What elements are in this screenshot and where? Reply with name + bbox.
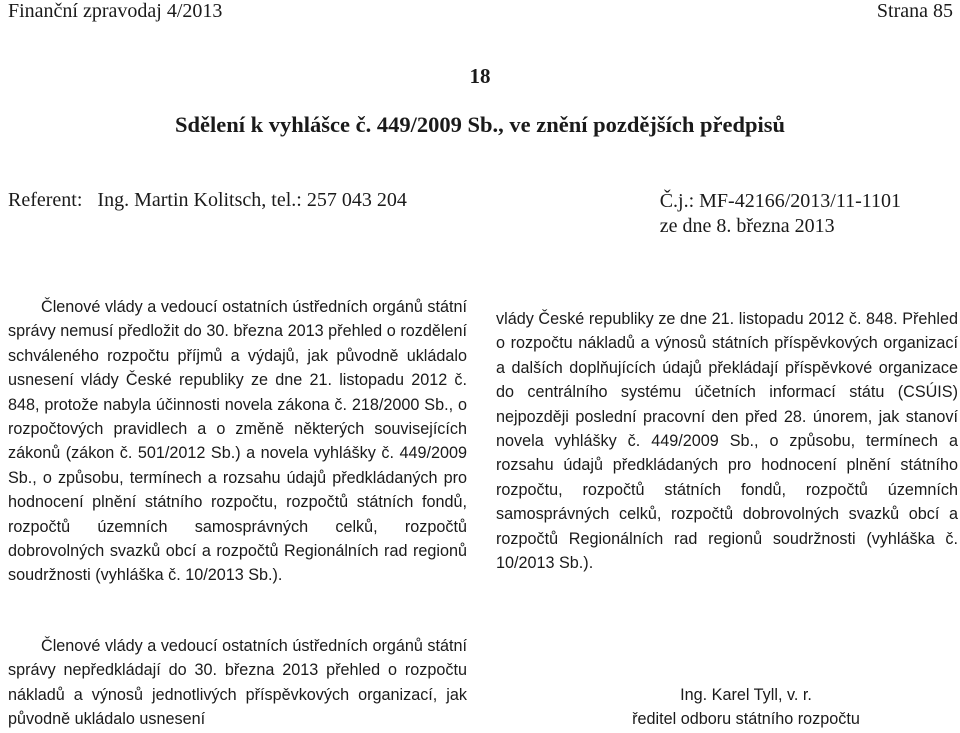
page-number: Strana 85 [876, 0, 953, 22]
right-column [496, 307, 958, 575]
signatory-role: ředitel odboru státního rozpočtu [632, 710, 860, 728]
file-number: Č.j.: MF-42166/2013/11-1101 [659, 190, 901, 212]
publication-header: Finanční zpravodaj 4/2013 [8, 0, 223, 22]
reference-block [660, 189, 901, 239]
signatory-name: Ing. Karel Tyll, v. r. [680, 686, 812, 704]
referent-line: Referent: Ing. Martin Kolitsch, tel.: 257 043 204 [8, 189, 407, 211]
left-column [8, 295, 467, 588]
document-title: Sdělení k vyhlášce č. 449/2009 Sb., ve znění pozdějších předpisů [174, 112, 786, 137]
signature-block [536, 683, 956, 731]
paragraph-1: Členové vlády a vedoucí ostatních ústředních orgánů státní správy nemusí předložit do 30. března 2013 přehled o rozdělení schváleného rozpočtu příjmů a výdajů, jak původně ukládalo usnesení vlády České republiky ze dne 21. listopadu 2012 č. 848, protože nabyla účinnosti novela zákona č. 218/2000 Sb., o rozpočtových pravidlech a o změně některých souvisejících zákonů (zákon č. 501/2012 Sb.) a novela vyhlášky č. 449/2009 Sb., o způsobu, termínech a rozsahu údajů předkládaných pro hodnocení plnění státního rozpočtu, rozpočtů státních fondů, rozpočtů územních samosprávných celků, rozpočtů dobrovolných svazků obcí a rozpočtů Regionálních rad regionů soudržnosti (vyhláška č. 10/2013 Sb.). [8, 298, 467, 585]
paragraph-2-continued: vlády České republiky ze dne 21. listopadu 2012 č. 848. Přehled o rozpočtu nákladů a výnosů státních příspěvkových organizací a dalších doplňujících údajů překládají příspěvkové organizace do centrálního systému účetních informací státu (CSÚIS) nejpozději poslední pracovní den před 28. únorem, jak stanoví novela vyhlášky č. 449/2009 Sb., o způsobu, termínech a rozsahu údajů předkládaných pro hodnocení plnění státního rozpočtu, rozpočtů státních fondů, rozpočtů územních samosprávných celků, rozpočtů dobrovolných svazků obcí a rozpočtů Regionálních rad regionů soudržnosti (vyhláška č. 10/2013 Sb.). [496, 310, 958, 573]
document-number: 18 [469, 64, 491, 88]
reference-date: ze dne 8. března 2013 [659, 215, 835, 237]
paragraph-2-start: Členové vlády a vedoucí ostatních ústředních orgánů státní správy nepředkládají do 30. března 2013 přehled o rozpočtu nákladů a výnosů jednotlivých příspěvkových organizací, jak původně ukládalo usnesení [8, 637, 467, 729]
left-column-lower [8, 634, 467, 732]
